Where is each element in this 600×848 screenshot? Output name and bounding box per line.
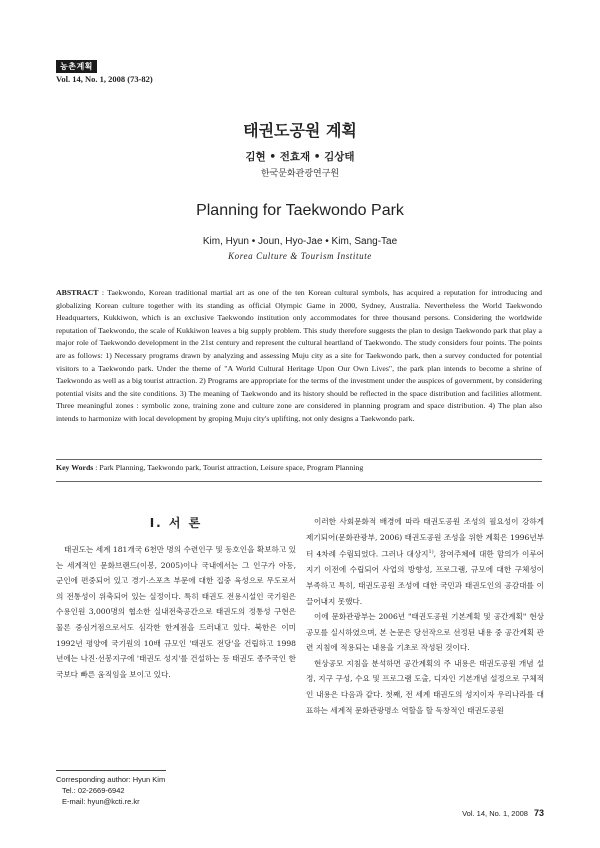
journal-tag: 농촌계획: [56, 60, 97, 73]
title-english: Planning for Taekwondo Park: [196, 202, 404, 219]
corresponding-author-footnote: [56, 774, 296, 807]
abstract: [56, 287, 542, 426]
abstract-text: : Taekwondo, Korean traditional martial art as one of the ten Korean cultural symbols, has acquired a reputation for introducing and globalizing Korean culture together with its standing as official Olympic Game in 2000, Sydney, Australia. Nevertheless the World Taekwondo Headquarters, Kukkiwon, which is an exclusive Taekwondo institution only accommodates for three thousand persons. Considering the worldwide reputation of Taekwondo, the scale of Kukkiwon leaves a big supply problem. This study therefore suggests the plan to design Taekwondo park that play a major role of Taekwondo development in the 21st century and represent the cultural heartland of Taekwondo. The study considers four points. The points are as follows: 1) Necessary programs drawn by analyzing and assessing Muju city as a site for Taekwondo park, then a survey conducted for potential visitors to a Taekwondo park. Under the theme of "A World Cultural Heritage Upon Our Own Lives", the park plan intends to become a shrine of Taekwondo as well as a big tourist attraction. 2) Programs are appropriate for the terms of the investment under the auspices of government, by considering potential visits and the site conditions. 3) The meaning of Taekwondo and its history should be reflected in the space distribution and facilities allotment. Three meaningful zones : symbolic zone, training zone and culture zone are considered in planning program and space distribution. 4) The plan also intends to harmonize with local development by groping Muju city's uplifting, not only designs a Taekwondo park.: [56, 288, 542, 423]
keywords-text: : Park Planning, Taekwondo park, Tourist attraction, Leisure space, Program Planning: [93, 463, 364, 472]
abstract-divider: [56, 459, 542, 460]
footnote-marker: 1): [428, 549, 434, 556]
telephone: Tel.: 02-2669-6942: [62, 786, 125, 795]
email: E-mail: hyun@kcti.re.kr: [62, 797, 140, 806]
affiliation-korean: 한국문화관광연구원: [260, 169, 340, 179]
paragraph: 태권도는 세계 181개국 6천만 명의 수련인구 및 동호인을 확보하고 있는 세계적인 문화브랜드(이봉, 2005)이나 국내에서는 그 인구가 아동, 군인에 편중되어 있고 경기·스포츠 부문에 대한 집중 육성으로 무도로서의 전통성이 위축되어 있는 실정이다. 특히 태권도 전용시설인 국기원은 수용인원 3,000명의 협소한 실내전축공간으로 태권도의 정통성 구현은 물론 중심거점으로서도 심각한 한계점을 드러내고 있다. 북한은 이미 1992년 평양에 국기원의 10배 규모인 '태권도 전당'을 건립하고 1998년에는 나진·선봉지구에 '태권도 성지'를 건설하는 등 태권도 종주국인 한국보다 빠른 움직임을 보이고 있다.: [56, 545, 296, 679]
footnote-divider: [56, 770, 166, 771]
left-column: [56, 542, 296, 682]
paragraph-text: , 참여주체에 대한 합의가 이루어지기 이전에 수립되어 사업의 방향성, 프로그램, 규모에 대한 구체성이 부족하고 특히, 태권도공원 조성에 대한 국민과 태권도인의 공감대를 이끌어내지 못했다.: [306, 549, 544, 606]
keywords-label: Key Words: [56, 463, 94, 472]
authors-korean: 김현 • 전효재 • 김상태: [245, 151, 355, 163]
keywords: [56, 463, 542, 472]
right-column: [306, 514, 544, 718]
affiliation-english: Korea Culture & Tourism Institute: [228, 251, 372, 261]
volume-line: Vol. 14, No. 1, 2008 (73-82): [56, 74, 153, 84]
abstract-label: ABSTRACT: [56, 288, 99, 297]
page-footer: [462, 808, 544, 818]
footer-volume: Vol. 14, No. 1, 2008: [462, 809, 528, 818]
paragraph: 현상공모 지침을 분석하면 공간계획의 주 내용은 태권도공원 개념 설정, 지구 구성, 수요 및 프로그램 도출, 디자인 기본개념 설정으로 구체적인 내용은 다음과 같다. 첫째, 전 세계 태권도의 성지이자 우리나라를 대표하는 세계적 문화관광명소 역할을 할 독창적인 태권도공원: [306, 658, 544, 715]
authors-english: Kim, Hyun • Joun, Hyo-Jae • Kim, Sang-Tae: [202, 236, 398, 247]
paragraph-text: 이러한 사회문화적 배경에 따라 태권도공원 조성의 필요성이 강하게 제기되어(문화관광부, 2006) 태권도공원 조성을 위한 계획은 1996년부터 4차례 수립되었다. 그러나 대상지: [306, 517, 544, 559]
page-number: 73: [533, 808, 544, 818]
title-korean: 태권도공원 계획: [243, 121, 357, 140]
corresponding-author: Corresponding author: Hyun Kim: [56, 775, 166, 784]
section-heading-introduction: I. 서 론: [149, 516, 203, 530]
paragraph: [306, 514, 544, 609]
paragraph: 이에 문화관광부는 2006년 "태권도공원 기본계획 및 공간계획" 현상공모를 실시하였으며, 본 논문은 당선작으로 선정된 내용 중 공간계획 관련 지침에 적용되는 내용을 기초로 작성된 것이다.: [306, 612, 544, 653]
keywords-divider: [56, 481, 542, 482]
